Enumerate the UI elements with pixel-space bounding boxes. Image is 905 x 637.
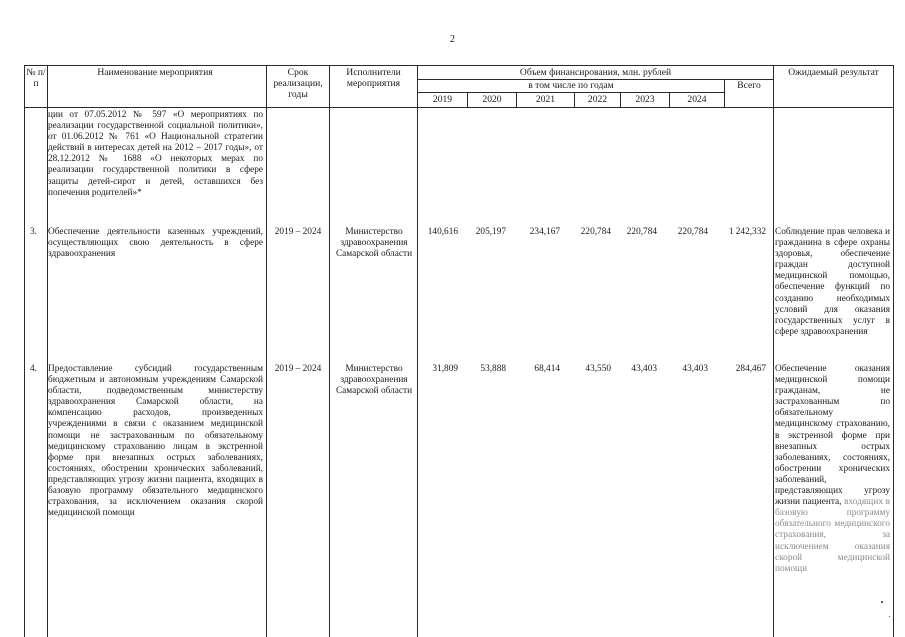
header-result: Ожидаемый результат xyxy=(788,67,879,78)
row-value-2023: 220,784 xyxy=(626,227,657,237)
header-term: Срок реализации, годы xyxy=(273,67,323,100)
row-value-2022: 43,550 xyxy=(585,364,611,374)
row-term: 2019 – 2024 xyxy=(274,364,322,374)
row-total: 284,467 xyxy=(735,364,766,374)
row-value-2024: 43,403 xyxy=(682,364,708,374)
row-result: Соблюдение прав человека и гражданина в сфере охраны здоровья, обеспечение граждан доступной медицинской помощью, обеспечение функций по созданию необходимых условий для оказания государственных услуг в сфере здравоохранения xyxy=(775,227,890,337)
header-name: Наименование мероприятия xyxy=(97,67,213,78)
row-value-2020: 53,888 xyxy=(480,364,506,374)
row-number: 4. xyxy=(30,364,37,374)
scan-speck xyxy=(881,601,883,603)
header-year: 2019 xyxy=(432,94,453,105)
header-year: 2021 xyxy=(535,94,556,105)
header-year: 2023 xyxy=(635,94,655,105)
row-value-2020: 205,197 xyxy=(475,227,506,237)
row-value-2023: 43,403 xyxy=(631,364,657,374)
row-value-2021: 68,414 xyxy=(534,364,560,374)
row-value-2019: 31,809 xyxy=(432,364,458,374)
row-value-2021: 234,167 xyxy=(529,227,560,237)
page-number: 2 xyxy=(450,34,455,45)
row-value-2022: 220,784 xyxy=(580,227,611,237)
header-year: 2024 xyxy=(687,94,707,105)
header-total: Всего xyxy=(737,80,761,91)
row-total: 1 242,332 xyxy=(728,227,766,237)
header-by-years: в том числе по годам xyxy=(528,80,614,91)
header-year: 2020 xyxy=(482,94,502,105)
row-value-2024: 220,784 xyxy=(677,227,708,237)
continuation-text: ции от 07.05.2012 № 597 «О мероприятиях по реализации государственной социальной политики», от 01.06.2012 № 761 «О Национальной стратегии действий в интересах детей на 2012 – 2017 годы», от 28.12.2012 № 1688 «О некоторых мерах по реализации государственной политики в сфере защиты детей-сирот и детей, оставшихся без попечения родителей»* xyxy=(48,110,263,198)
row-result xyxy=(775,364,890,575)
row-value-2019: 140,616 xyxy=(427,227,458,237)
scan-speck xyxy=(889,616,890,617)
row-result-text-faded: входящих в базовую программу обязательного медицинского страхования, за исключением оказания скорой медицинской помощи xyxy=(775,497,890,574)
row-executor: Министерство здравоохранения Самарской области xyxy=(335,227,413,260)
header-funding: Объем финансирования, млн. рублей xyxy=(519,67,672,78)
row-result-text: Обеспечение оказания медицинской помощи гражданам, не застрахованным по обязательному медицинскому страхованию, в экстренной форме при внезапных острых заболеваниях, состояниях, обострении хронических заболеваний, представляющих угрозу жизни пациента, xyxy=(775,364,890,508)
row-number: 3. xyxy=(30,227,37,237)
row-name: Обеспечение деятельности казенных учреждений, осуществляющих свою деятельность в сфере здравоохранения xyxy=(48,227,263,260)
header-year: 2022 xyxy=(587,94,608,105)
row-name: Предоставление субсидий государственным бюджетным и автономным учреждениям Самарской области, подведомственным министерству здравоохранения Самарской области, на компенсацию расходов, произведенных учреждениями в связи с оказанием медицинской помощи не застрахованным по обязательному медицинскому страхованию лицам в экстренной форме при внезапных острых заболеваниях, состояниях, обострении хронических заболеваний, представляющих угрозу жизни пациента, входящих в базовую программу обязательного медицинского страхования, за исключением оказания скорой медицинской помощи xyxy=(48,364,263,519)
header-no: № п/п xyxy=(26,67,46,89)
header-executors: Исполнители мероприятия xyxy=(346,67,401,89)
row-executor: Министерство здравоохранения Самарской области xyxy=(335,364,413,397)
row-term: 2019 – 2024 xyxy=(274,227,322,237)
